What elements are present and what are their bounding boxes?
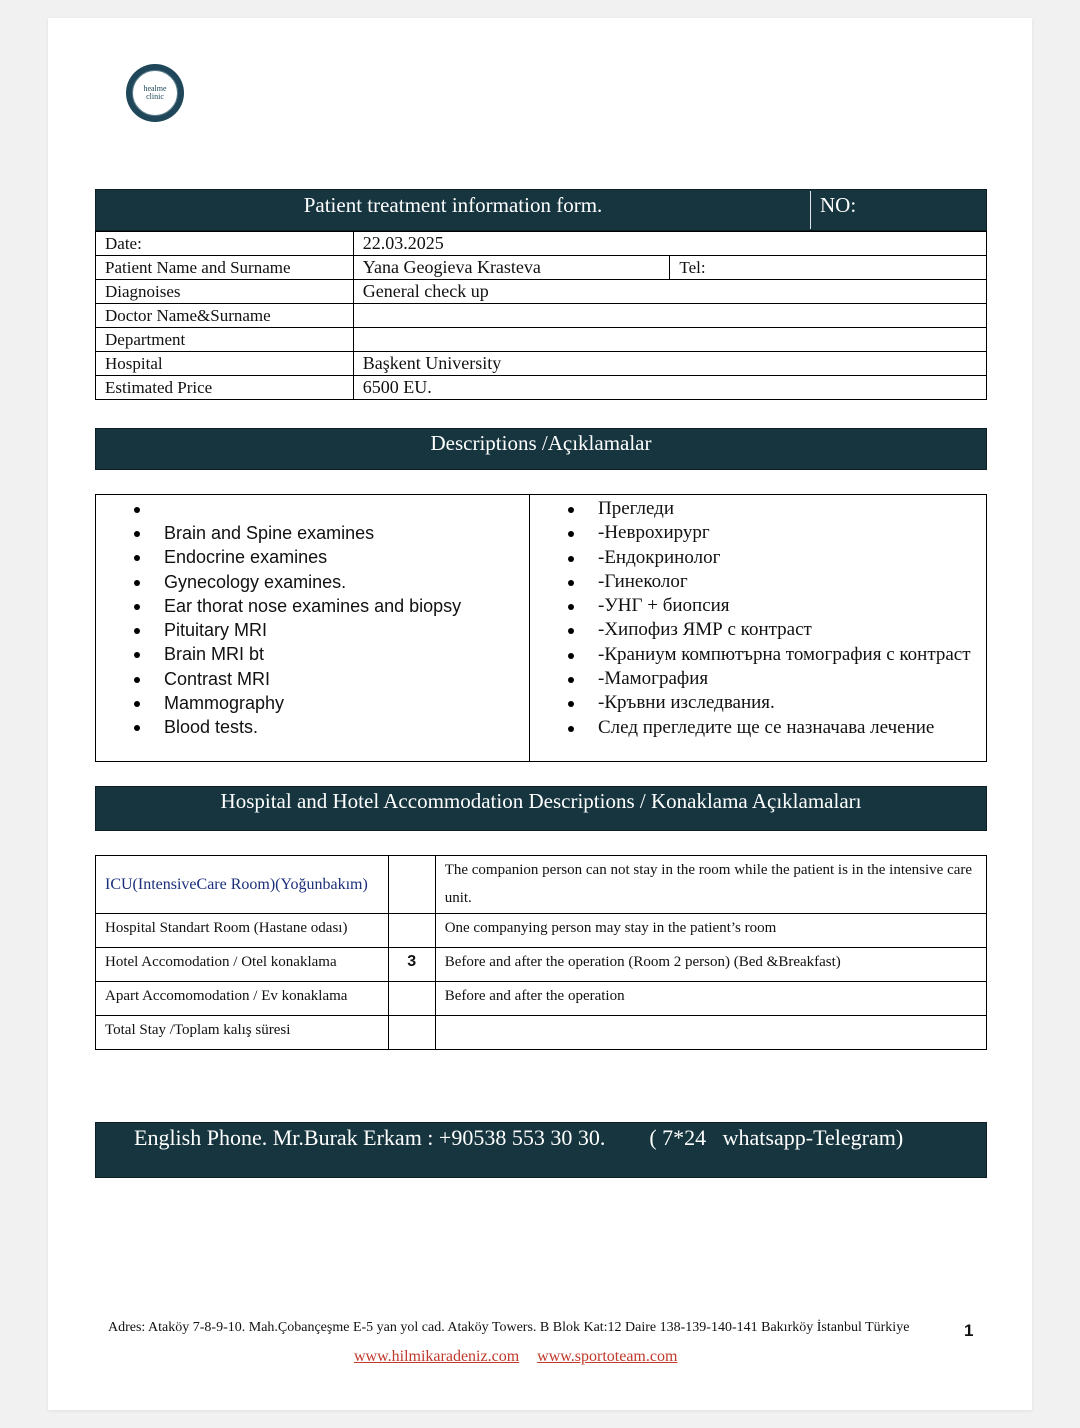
form-header-band	[95, 189, 987, 231]
accommodation-count	[388, 982, 435, 1016]
footer-address: Adres: Ataköy 7-8-9-10. Mah.Çobançeşme E-5 yan yol cad. Ataköy Towers. B Blok Kat:12 Daire 138-139-140-141 Bakırköy İstanbul Türkiye	[108, 1320, 910, 1335]
price-row	[96, 376, 987, 400]
department-value	[353, 328, 986, 352]
accommodation-desc: Before and after the operation	[435, 982, 986, 1016]
logo-text-line2: clinic	[146, 92, 164, 101]
accommodation-count	[388, 1016, 435, 1050]
doctor-label: Doctor Name&Surname	[96, 304, 354, 328]
list-item: Mammography	[134, 691, 461, 715]
department-label: Department	[96, 328, 354, 352]
accommodation-header-band	[95, 786, 987, 831]
list-item: -Кръвни изследвания.	[568, 691, 978, 715]
hospital-row	[96, 352, 987, 376]
table-row	[96, 948, 987, 982]
list-item: Brain MRI bt	[134, 642, 461, 666]
accommodation-label: Total Stay /Toplam kalış süresi	[96, 1016, 389, 1050]
patient-name-value: Yana Geogieva Krasteva	[353, 256, 670, 280]
list-item: Ear thorat nose examines and biopsy	[134, 594, 461, 618]
list-item: -Хипофиз ЯМР с контраст	[568, 618, 978, 642]
list-item: Contrast MRI	[134, 667, 461, 691]
list-item: -УНГ + биопсия	[568, 594, 978, 618]
date-label: Date:	[96, 232, 354, 256]
website-link-hilmikaradeniz[interactable]: www.hilmikaradeniz.com	[354, 1348, 520, 1365]
accommodation-title: Hospital and Hotel Accommodation Descriptions / Konaklama Açıklamaları	[220, 789, 862, 813]
table-row	[96, 1016, 987, 1050]
descriptions-box	[95, 494, 987, 762]
accommodation-desc	[435, 1016, 986, 1050]
patient-name-row	[96, 256, 987, 280]
list-item: Pituitary MRI	[134, 618, 461, 642]
contact-phone-text: English Phone. Mr.Burak Erkam : +90538 553 30 30. ( 7*24 whatsapp-Telegram)	[134, 1125, 904, 1150]
list-item: Brain and Spine examines	[134, 521, 461, 545]
website-link-sportoteam[interactable]: www.sportoteam.com	[537, 1348, 678, 1365]
accommodation-label: Hospital Standart Room (Hastane odası)	[96, 914, 389, 948]
hospital-value: Başkent University	[353, 352, 986, 376]
accommodation-count	[388, 914, 435, 948]
list-item: Gynecology examines.	[134, 570, 461, 594]
list-item: Endocrine examines	[134, 545, 461, 569]
diagnosis-label: Diagnoises	[96, 280, 354, 304]
footer-links	[354, 1348, 695, 1366]
department-row	[96, 328, 987, 352]
table-row	[96, 982, 987, 1016]
accommodation-desc: Before and after the operation (Room 2 person) (Bed &Breakfast)	[435, 948, 986, 982]
english-exam-list	[134, 497, 461, 740]
accommodation-table	[95, 855, 987, 1050]
table-row	[96, 856, 987, 914]
header-divider	[810, 191, 811, 229]
accommodation-desc: One companying person may stay in the patient’s room	[435, 914, 986, 948]
bulgarian-exam-list	[568, 497, 978, 740]
document-page	[48, 18, 1032, 1410]
list-item: -Гинеколог	[568, 570, 978, 594]
accommodation-desc: The companion person can not stay in the room while the patient is in the intensive care unit.	[435, 856, 986, 914]
list-item: -Неврохирург	[568, 521, 978, 545]
diagnosis-row	[96, 280, 987, 304]
descriptions-divider	[529, 495, 530, 761]
contact-phone-band	[95, 1122, 987, 1178]
form-title: Patient treatment information form.	[303, 193, 603, 217]
accommodation-count	[388, 856, 435, 914]
descriptions-header-band	[95, 428, 987, 470]
list-item: Прегледи	[568, 497, 978, 521]
table-row	[96, 914, 987, 948]
list-item: -Краниум компютърна томография с контраст	[568, 643, 978, 667]
patient-name-label: Patient Name and Surname	[96, 256, 354, 280]
hospital-label: Hospital	[96, 352, 354, 376]
list-item: След прегледите ще се назначава лечение	[568, 716, 978, 740]
diagnosis-value: General check up	[353, 280, 986, 304]
page-number: 1	[964, 1321, 974, 1340]
doctor-row	[96, 304, 987, 328]
accommodation-label: ICU(IntensiveCare Room)(Yoğunbakım)	[96, 856, 389, 914]
doctor-value	[353, 304, 986, 328]
accommodation-label: Hotel Accomodation / Otel konaklama	[96, 948, 389, 982]
date-row	[96, 232, 987, 256]
list-item: -Мамография	[568, 667, 978, 691]
descriptions-title: Descriptions /Açıklamalar	[430, 431, 652, 455]
list-item: -Ендокринолог	[568, 546, 978, 570]
accommodation-count: 3	[388, 948, 435, 982]
list-item: Blood tests.	[134, 715, 461, 739]
accommodation-label: Apart Accomomodation / Ev konaklama	[96, 982, 389, 1016]
logo-text-line1: healme	[143, 84, 167, 93]
tel-label: Tel:	[670, 256, 987, 280]
form-number-label: NO:	[820, 193, 857, 217]
patient-info-table	[95, 231, 987, 400]
list-item	[134, 497, 461, 521]
date-value: 22.03.2025	[353, 232, 986, 256]
price-label: Estimated Price	[96, 376, 354, 400]
price-value: 6500 EU.	[353, 376, 986, 400]
clinic-logo	[126, 64, 184, 122]
